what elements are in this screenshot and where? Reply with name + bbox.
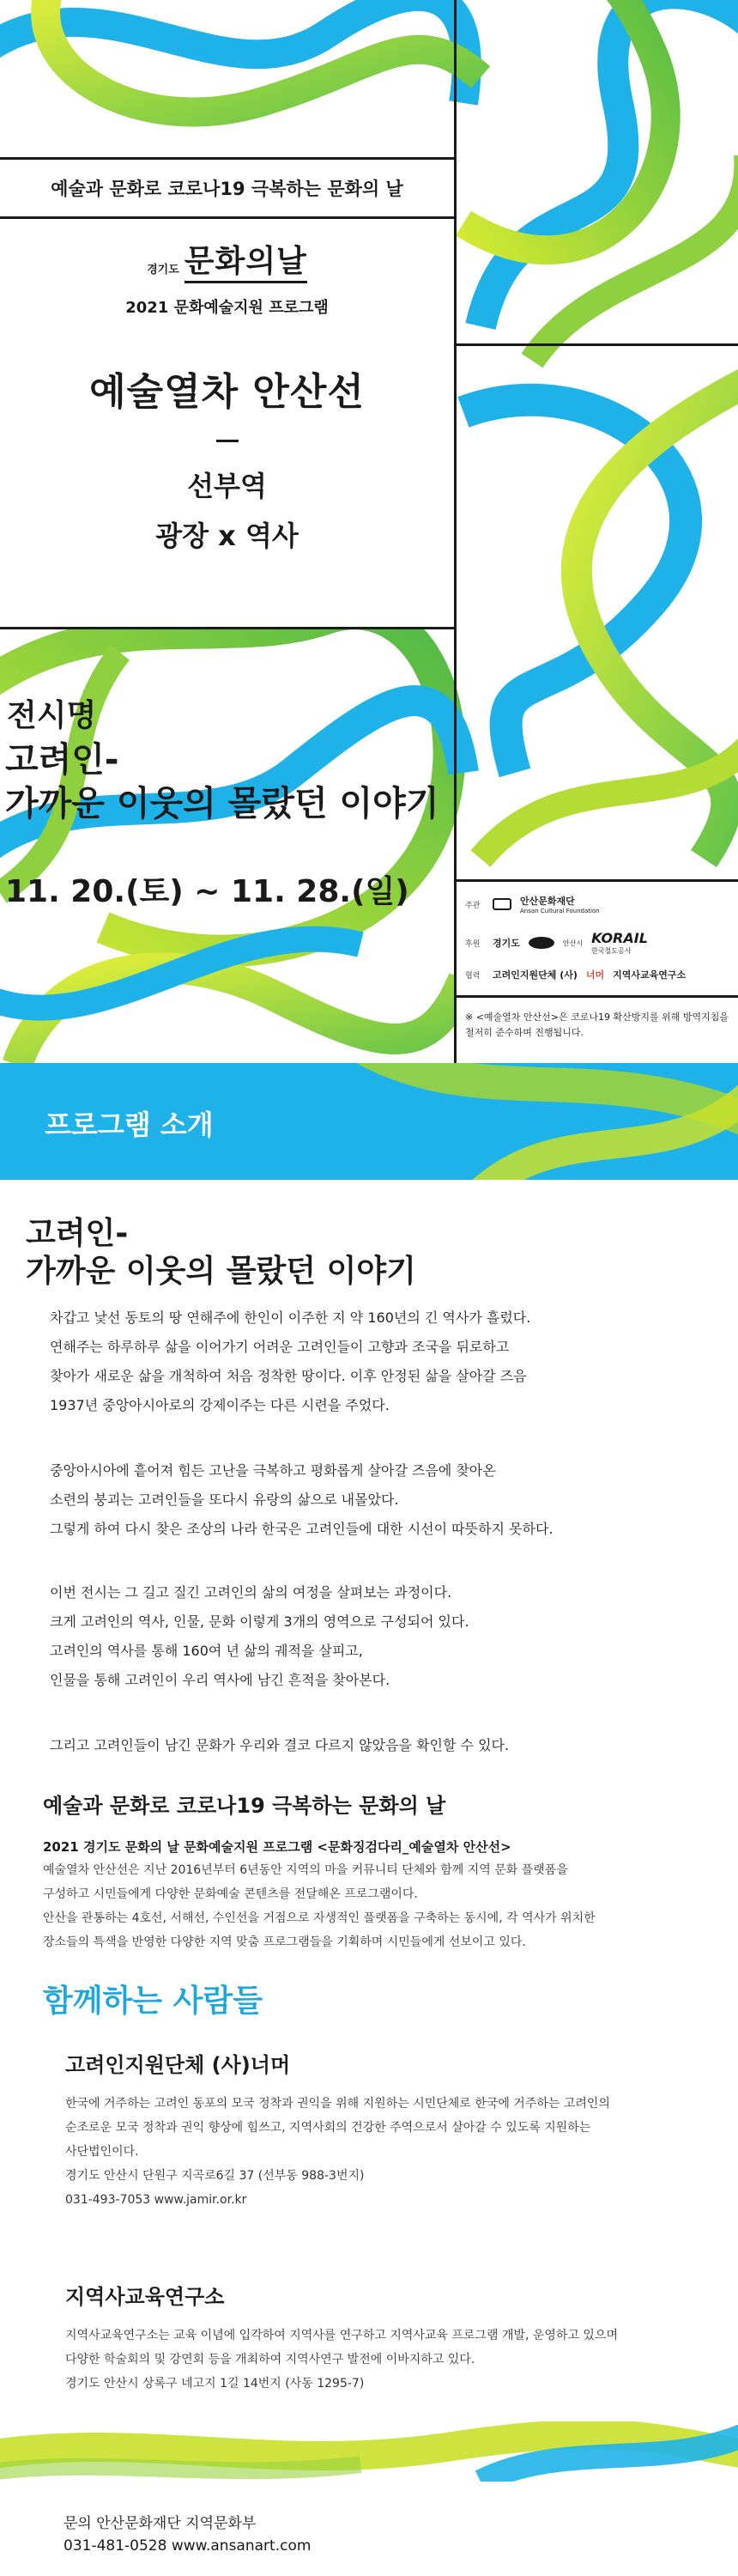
ansan-logo: 안산시 bbox=[562, 939, 584, 947]
org1-line: 031-493-7053 www.jamir.or.kr bbox=[65, 2193, 247, 2207]
culture-day-line: 예술열차 안산선은 지난 2016년부터 6년동안 지역의 마을 커뮤니티 단체와 함께 지역 문화 플랫폼을 bbox=[43, 1863, 568, 1877]
culture-day-line: 안산을 관통하는 4호선, 서해선, 수인선을 거점으로 자생적인 플랫폼을 구축하는 동시에, 각 역사가 위치한 bbox=[43, 1911, 596, 1925]
org1-name: 고려인지원단체 (사)너머 bbox=[65, 2053, 291, 2077]
coop-org-2: 너머 bbox=[585, 969, 605, 981]
intro-paragraph-3 bbox=[50, 1578, 702, 1695]
exhibit-title-line2: 가까운 이웃의 몰랐던 이야기 bbox=[5, 784, 439, 823]
intro-heading-line1: 고려인- bbox=[26, 1216, 129, 1251]
intro-paragraph-1 bbox=[50, 1303, 702, 1420]
intro-p3-line: 크게 고려인의 역사, 인물, 문화 이렇게 3개의 영역으로 구성되어 있다. bbox=[50, 1613, 469, 1630]
footer-contact-line2: 031-481-0528 www.ansanart.com bbox=[64, 2537, 312, 2555]
korail-sub: 한국철도공사 bbox=[591, 947, 632, 955]
org2-line: 다양한 학술회의 및 강연회 등을 개최하여 지역사연구 발전에 이바지하고 있다. bbox=[65, 2353, 475, 2366]
org2-line: 경기도 안산시 상록구 네고지 1길 14번지 (사동 1295-7) bbox=[65, 2377, 365, 2391]
exhibit-label: 전시명 bbox=[7, 698, 97, 733]
coop-org-3: 지역사교육연구소 bbox=[613, 969, 687, 981]
korail-logo bbox=[591, 930, 648, 956]
coop-role: 협력 bbox=[465, 971, 481, 981]
culture-day-line: 구성하고 시민들에게 다양한 문화예술 콘텐츠를 전달해온 프로그램이다. bbox=[43, 1887, 418, 1901]
intro-p2-line: 중앙아시아에 흩어져 힘든 고난을 극복하고 평화롭게 살아갈 즈음에 찾아온 bbox=[50, 1462, 496, 1479]
sponsor-host-row bbox=[465, 894, 600, 914]
event-poster bbox=[0, 0, 738, 1063]
culture-day-heading: 예술과 문화로 코로나19 극복하는 문화의 날 bbox=[43, 1794, 446, 1818]
intro-p1-line: 연해주는 하루하루 삶을 이어가기 어려운 고려인들이 고향과 조국을 뒤로하고 bbox=[50, 1339, 510, 1355]
org1-line: 사단법인이다. bbox=[65, 2145, 139, 2159]
culture-day-description bbox=[43, 1858, 704, 1954]
coop-org-1: 고려인지원단체 (사) bbox=[493, 969, 578, 981]
covid-notice: ※ <예술열차 안산선>은 코로나19 확산방지를 위해 방역지침을 철저히 준수하며 진행됩니다. bbox=[457, 998, 738, 1063]
program-intro-title: 프로그램 소개 bbox=[45, 1109, 214, 1141]
poster-main-title: 예술열차 안산선 bbox=[89, 369, 365, 414]
title-divider bbox=[216, 440, 239, 442]
intro-p3-line: 인물을 통해 고려인이 우리 역사에 남긴 흔적을 찾아본다. bbox=[50, 1672, 390, 1688]
intro-paragraph-4: 그리고 고려인들이 남긴 문화가 우리와 결코 다르지 않았음을 확인할 수 있다. bbox=[50, 1737, 510, 1753]
host-role: 주관 bbox=[465, 901, 481, 910]
org1-description bbox=[65, 2092, 700, 2212]
support-role: 후원 bbox=[465, 939, 481, 949]
sponsor-coop-row bbox=[465, 968, 686, 981]
org1-line: 한국에 거주하는 고려인 동포의 모국 정착과 권익을 위해 지원하는 시민단체로 한국에 거주하는 고려인의 bbox=[65, 2097, 610, 2111]
foundation-logo-icon bbox=[493, 898, 511, 910]
poster-title-panel bbox=[0, 219, 457, 629]
host-name: 안산문화재단 bbox=[520, 896, 575, 907]
intro-p1-line: 1937년 중앙아시아로의 강제이주는 다른 시련을 주었다. bbox=[50, 1397, 390, 1413]
poster-venue: 광장 x 역사 bbox=[155, 519, 299, 552]
poster-station: 선부역 bbox=[187, 469, 267, 502]
poster-divider-horizontal bbox=[457, 343, 738, 346]
gyeonggi-logo: 경기도 bbox=[493, 938, 520, 949]
intro-p1-line: 찾아가 새로운 삶을 개척하여 처음 정착한 땅이다. 이후 안정된 삶을 살아갈 즈음 bbox=[50, 1368, 527, 1384]
org2-name: 지역사교육연구소 bbox=[65, 2285, 225, 2309]
culture-day-logo bbox=[0, 245, 454, 283]
together-heading: 함께하는 사람들 bbox=[43, 1984, 263, 2019]
org1-line: 순조로운 모국 정착과 권익 향상에 힘쓰고, 지역사회의 건강한 주역으로서 살아갈 수 있도록 지원하는 bbox=[65, 2121, 591, 2135]
host-sub: Ansan Cultural Foundation bbox=[520, 908, 600, 914]
intro-paragraph-2 bbox=[50, 1456, 702, 1544]
intro-p2-line: 그렇게 하여 다시 찾은 조상의 나라 한국은 고려인들에 대한 시선이 따뜻하지 못하다. bbox=[50, 1521, 554, 1537]
culture-day-line: 장소들의 특색을 반영한 다양한 지역 맞춤 프로그램들을 기획하며 시민들에게 선보이고 있다. bbox=[43, 1935, 526, 1949]
exhibit-title-line1: 고려인- bbox=[5, 740, 119, 780]
korail-name: KORAIL bbox=[591, 930, 648, 946]
intro-p3-line: 이번 전시는 그 길고 질긴 고려인의 삶의 여정을 살펴보는 과정이다. bbox=[50, 1584, 452, 1601]
logo-culture-day: 문화의날 bbox=[184, 245, 307, 283]
intro-p1-line: 차갑고 낯선 동토의 땅 연해주에 한인이 이주한 지 약 160년의 긴 역사가 흘렀다. bbox=[50, 1309, 531, 1326]
poster-tagline: 예술과 문화로 코로나19 극복하는 문화의 날 bbox=[0, 157, 457, 219]
program-intro-band bbox=[0, 1063, 738, 1180]
intro-p3-line: 고려인의 역사를 통해 160여 년 삶의 궤적을 살피고, bbox=[50, 1643, 363, 1659]
footer-contact-line1: 문의 안산문화재단 지역문화부 bbox=[64, 2515, 257, 2532]
ansan-logo-icon bbox=[529, 937, 554, 949]
exhibit-date: 11. 20.(토) ~ 11. 28.(일) bbox=[5, 874, 409, 909]
culture-day-program-line: 2021 경기도 문화의 날 문화예술지원 프로그램 <문화징검다리_예술열차 안산선> bbox=[43, 1839, 511, 1855]
intro-heading-line2: 가까운 이웃의 몰랐던 이야기 bbox=[26, 1254, 416, 1289]
program-label: 2021 문화예술지원 프로그램 bbox=[125, 298, 329, 317]
logo-province: 경기도 bbox=[147, 263, 179, 276]
intro-p2-line: 소련의 붕괴는 고려인들을 또다시 유랑의 삶으로 내몰았다. bbox=[50, 1492, 399, 1508]
sponsor-support-row bbox=[465, 930, 648, 956]
footer-swirl-graphics bbox=[0, 2421, 738, 2482]
footer-swirl-band bbox=[0, 2421, 738, 2482]
sponsor-box bbox=[457, 879, 738, 998]
org2-line: 지역사교육연구소는 교육 이념에 입각하여 지역사를 연구하고 지역사교육 프로그램 개발, 운영하고 있으며 bbox=[65, 2329, 619, 2342]
org1-line: 경기도 안산시 단원구 지곡로6길 37 (선부동 988-3번지) bbox=[65, 2169, 365, 2183]
org2-description bbox=[65, 2324, 700, 2396]
